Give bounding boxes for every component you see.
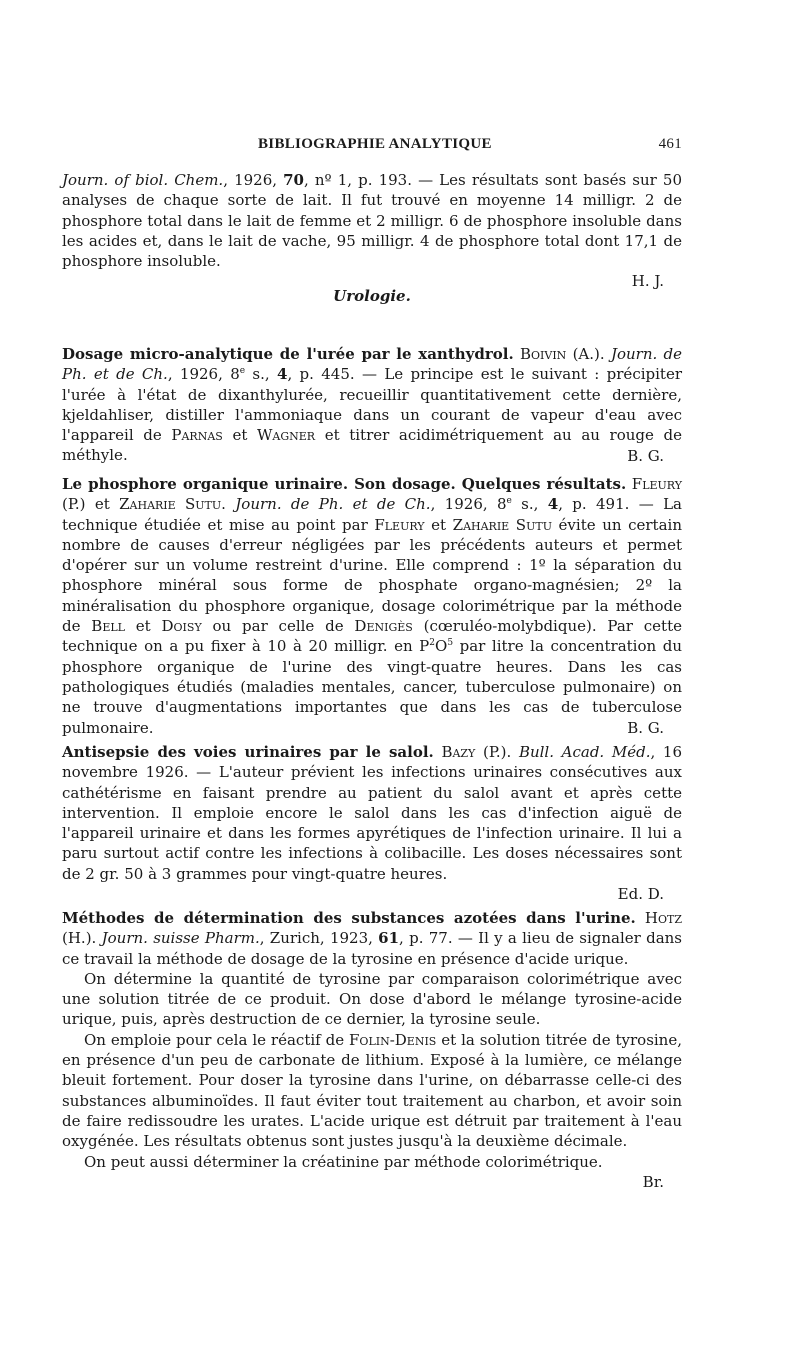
section-urologie bbox=[62, 286, 682, 306]
article-4-title: Méthodes de détermination des substances azotées dans l'urine. bbox=[62, 909, 636, 927]
intro-paragraph: Journ. of biol. Chem., 1926, 70, nº 1, p. 193. — Les résultats sont basés sur 50 analyses de chaque sorte de lait. Il fut trouvé en moyenne 14 milligr. 2 de phosphore total dans le lait de femme et 2 milligr. 6 de phosphore insoluble dans les acides et, dans le lait de vache, 95 milligr. 4 de phosphore total dont 17,1 de phosphore insoluble. bbox=[62, 171, 682, 271]
article-3-title: Antisepsie des voies urinaires par le salol. bbox=[62, 743, 434, 761]
page-number: 461 bbox=[658, 136, 682, 152]
running-header bbox=[62, 134, 682, 156]
article-4-paragraph-4: On peut aussi déterminer la créatinine par méthode colorimétrique. bbox=[84, 1152, 603, 1171]
intro-journal: Journ. of biol. Chem. bbox=[62, 171, 224, 189]
article-3-paragraph: Antisepsie des voies urinaires par le salol. Bazy (P.). Bull. Acad. Méd., 16 novembre 1926. — L'auteur prévient les infections urinaires consécutives aux cathétérisme en faisant prendre au patient du salol avant et après cette intervention. Il emploie encore le salol dans les cas d'infection aiguë de l'appareil urinaire et dans les formes apyrétiques de l'infection urinaire. Il lui a paru surtout actif contre les infections à colibacille. Les doses nécessaires sont de 2 gr. 50 à 3 grammes pour vingt-quatre heures. bbox=[62, 743, 682, 883]
article-2-title: Le phosphore organique urinaire. Son dosage. Quelques résultats. bbox=[62, 475, 627, 493]
article-2-paragraph: Le phosphore organique urinaire. Son dosage. Quelques résultats. Fleury (P.) et Zaharie Sutu. Journ. de Ph. et de Ch., 1926, 8e s., 4, p. 491. — La technique étudiée et mise au point par Fleury et Zaharie Sutu évite un certain nombre de causes d'erreur négligées par les précédents auteurs et permet d'opérer sur un volume restreint d'urine. Elle comprend : 1º la séparation du phosphore minéral sous forme de phosphate organo-magnésien; 2º la minéralisation du phosphore organique, dosage colorimétrique par la méthode de Bell et Doisy ou par celle de Denigès (cœruléo-molybdique). Par cette technique on a pu fixer à 10 à 20 milligr. en $P^2O^5$ par litre la concentration du phosphore organique de l'urine des vingt-quatre heures. Dans les cas pathologiques étudiés (maladies mentales, cancer, tuberculose pulmonaire) on ne trouve d'augmentations importantes que dans les cas de tuberculose pulmonaire. bbox=[62, 475, 683, 737]
article-4-paragraph-3: On emploie pour cela le réactif de Folin-Denis et la solution titrée de tyrosine, en présence d'un peu de carbonate de lithium. Exposé à la lumière, ce mélange bleuit fortement. Pour doser la tyrosine dans l'urine, on débarrasse celle-ci des substances albuminoïdes. Il faut éviter tout traitement au charbon, et avoir soin de faire redissoudre les urates. L'acide urique est détruit par traitement à l'eau oxygénée. Les résultats obtenus sont justes jusqu'à la deuxième décimale. bbox=[62, 1030, 682, 1151]
intro-block bbox=[62, 170, 682, 292]
article-4 bbox=[62, 908, 682, 1192]
article-1-paragraph: Dosage micro-analytique de l'urée par le xanthydrol. Boivin (A.). Journ. de Ph. et de Ch., 1926, 8e s., 4, p. 445. — Le principe est le suivant : précipiter l'urée à l'état de dixanthylurée, recueillir quantitativement cette dernière, kjeldahliser, distiller l'ammoniaque dans un courant de vapeur d'eau avec l'appareil de Parnas et Wagner et titrer acidimétriquement au au rouge de méthyle. bbox=[62, 345, 682, 465]
article-1 bbox=[62, 344, 682, 466]
article-1-title: Dosage micro-analytique de l'urée par le xanthydrol. bbox=[62, 345, 514, 363]
intro-signature: H. J. bbox=[631, 272, 664, 291]
article-3 bbox=[62, 742, 682, 904]
article-4-paragraph-2: On détermine la quantité de tyrosine par comparaison colorimétrique avec une solution titrée de ce produit. On dose d'abord le mélange tyrosine-acide urique, puis, après destruction de ce dernier, la tyrosine seule. bbox=[62, 969, 682, 1029]
article-2-signature: B. G. bbox=[627, 718, 664, 737]
article-4-paragraph-1: Méthodes de détermination des substances azotées dans l'urine. Hotz (H.). Journ. suisse Pharm., Zurich, 1923, 61, p. 77. — Il y a lieu de signaler dans ce travail la méthode de dosage de la tyrosine en présence d'acide urique. bbox=[62, 909, 682, 968]
article-1-author: Boivin bbox=[520, 345, 567, 363]
running-title: BIBLIOGRAPHIE ANALYTIQUE bbox=[258, 136, 492, 152]
section-title: Urologie. bbox=[333, 287, 411, 305]
article-2 bbox=[62, 474, 682, 738]
article-4-signature: Br. bbox=[642, 1172, 664, 1191]
article-3-signature: Ed. D. bbox=[617, 885, 664, 904]
article-1-signature: B. G. bbox=[627, 446, 664, 465]
